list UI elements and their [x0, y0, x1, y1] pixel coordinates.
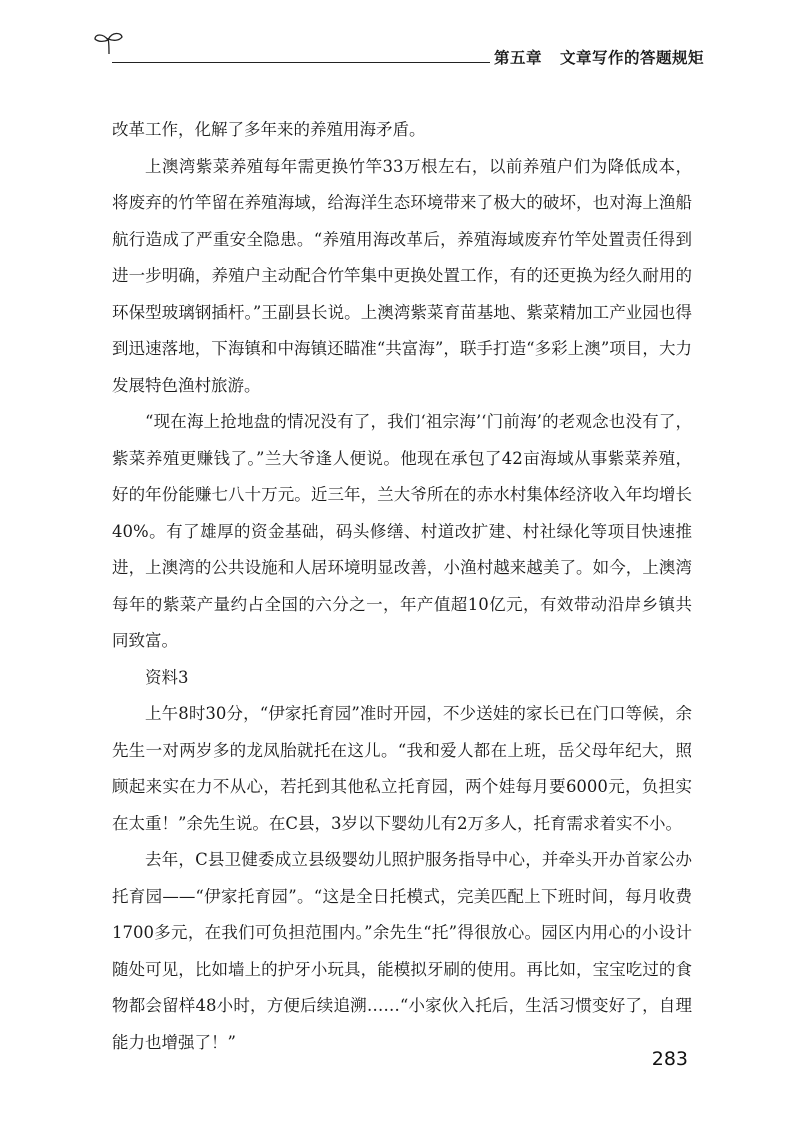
- page-header: [92, 30, 704, 70]
- paragraph: 上午8时30分，“伊家托育园”准时开园，不少送娃的家长已在门口等候，余先生一对两岁多的龙凤胎就托在这儿。“我和爱人都在上班，岳父母年纪大，照顾起来实在力不从心，若托到其他私立托育园，两个娃每月要6000元，负担实在太重！”余先生说。在C县，3岁以下婴幼儿有2万多人，托育需求着实不小。: [112, 704, 692, 833]
- body-text: [112, 112, 692, 1061]
- page-number: 283: [651, 1048, 688, 1070]
- chapter-number: 第五章: [493, 49, 542, 67]
- sprout-icon: [92, 30, 126, 56]
- paragraph-continuation: 改革工作，化解了多年来的养殖用海矛盾。: [112, 120, 426, 139]
- paragraph: 去年，C县卫健委成立县级婴幼儿照护服务指导中心，并牵头开办首家公办托育园——“伊家托育园”。“这是全日托模式，完美匹配上下班时间，每月收费1700多元，在我们可负担范围内。”余先生“托”得很放心。园区内用心的小设计随处可见，比如墙上的护牙小玩具，能模拟牙刷的使用。再比如，宝宝吃过的食物都会留样48小时，方便后续追溯……“小家伙入托后，生活习惯变好了，自理能力也增强了！”: [112, 850, 692, 1052]
- paragraph: “现在海上抢地盘的情况没有了，我们‘祖宗海’‘门前海’的老观念也没有了，紫菜养殖更赚钱了。”兰大爷逢人便说。他现在承包了42亩海域从事紫菜养殖，好的年份能赚七八十万元。近三年，兰大爷所在的赤水村集体经济收入年均增长40%。有了雄厚的资金基础，码头修缮、村道改扩建、村社绿化等项目快速推进，上澳湾的公共设施和人居环境明显改善，小渔村越来越美了。如今，上澳湾每年的紫菜产量约占全国的六分之一，年产值超10亿元，有效带动沿岸乡镇共同致富。: [112, 412, 692, 650]
- paragraph: 上澳湾紫菜养殖每年需更换竹竿33万根左右，以前养殖户们为降低成本，将废弃的竹竿留在养殖海域，给海洋生态环境带来了极大的破坏，也对海上渔船航行造成了严重安全隐患。“养殖用海改革后，养殖海域废弃竹竿处置责任得到进一步明确，养殖户主动配合竹竿集中更换处置工作，有的还更换为经久耐用的环保型玻璃钢插杆。”王副县长说。上澳湾紫菜育苗基地、紫菜精加工产业园也得到迅速落地，下海镇和中海镇还瞄准“共富海”，联手打造“多彩上澳”项目，大力发展特色渔村旅游。: [112, 156, 692, 395]
- section-label: 资料3: [145, 667, 189, 687]
- chapter-title: 文章写作的答题规矩: [559, 49, 704, 67]
- header-rule: [112, 62, 490, 63]
- chapter-heading: [494, 46, 704, 68]
